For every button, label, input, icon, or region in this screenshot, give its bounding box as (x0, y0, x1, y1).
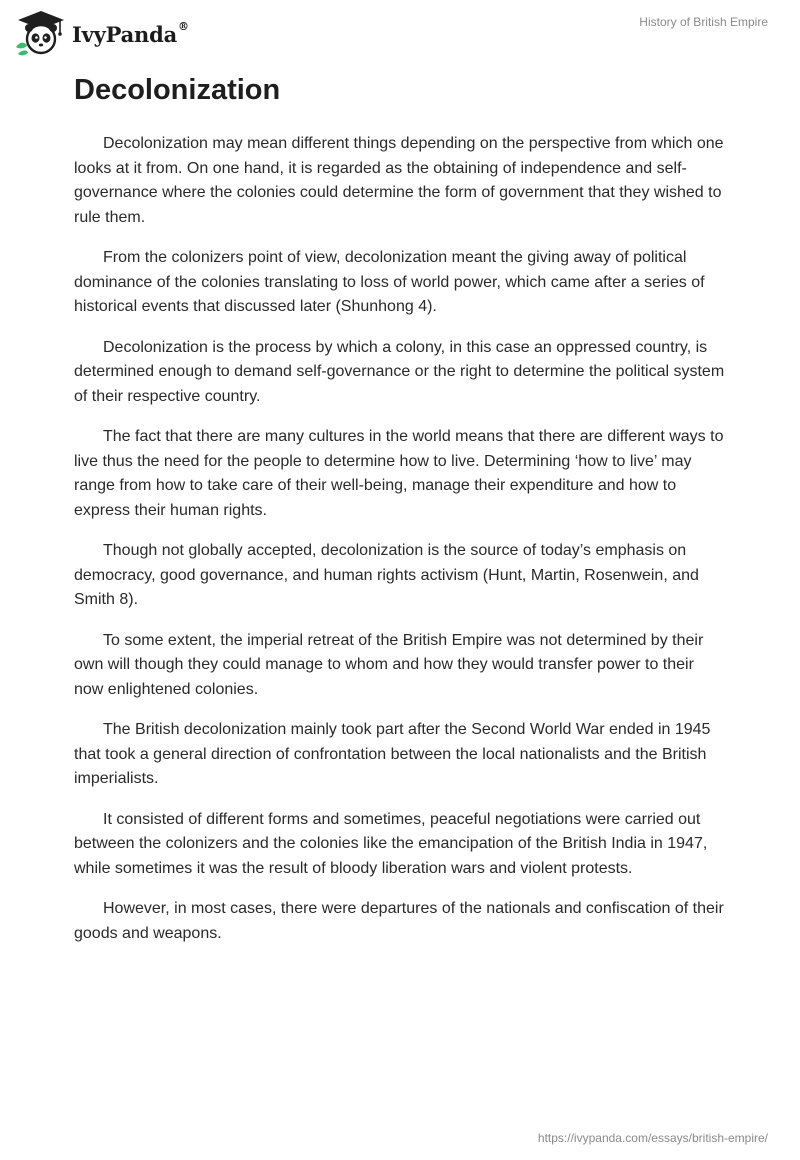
registered-mark: ® (178, 19, 189, 33)
article-body (74, 70, 726, 962)
section-heading: Decolonization (74, 74, 281, 106)
brand-name-text: IvyPanda (72, 21, 178, 47)
paragraph-4: The fact that there are many cultures in the world means that there are different ways to live thus the need for the people to determine how to live. Determining ‘how to live’ may range from how to take care of their well-being, manage their expenditure and how to express their human rights. (74, 428, 724, 519)
paragraph-2: From the colonizers point of view, decolonization meant the giving away of political dominance of the colonies translating to loss of world power, which came after a series of historical events that discussed later (Shunhong 4). (74, 249, 705, 315)
paragraph-8: It consisted of different forms and sometimes, peaceful negotiations were carried out between the colonizers and the colonies like the emancipation of the British India in 1947, while sometimes it was the result of bloody liberation wars and violent protests. (74, 810, 708, 877)
page-header (0, 0, 800, 60)
paragraph-6: To some extent, the imperial retreat of the British Empire was not determined by their own will though they could manage to whom and how they would transfer power to their now enlightened colonies. (74, 631, 704, 698)
running-title: History of British Empire (639, 15, 768, 29)
panda-graduate-icon (14, 9, 68, 57)
paragraph-3: Decolonization is the process by which a colony, in this case an oppressed country, is determined enough to demand self-governance or the right to determine the political system of their respective country. (74, 338, 725, 405)
paragraph-7: The British decolonization mainly took part after the Second World War ended in 1945 that took a general direction of confrontation between the local nationalists and the British imperialists. (74, 721, 711, 787)
ivypanda-logo[interactable] (14, 9, 189, 57)
paragraph-1: Decolonization may mean different things depending on the perspective from which one looks at it from. On one hand, it is regarded as the obtaining of independence and self-governance where the colonies could determine the form of government that they wished to rule them. (74, 135, 724, 226)
source-url[interactable]: https://ivypanda.com/essays/british-empire/ (537, 1131, 768, 1145)
brand-name (72, 19, 189, 47)
paragraph-9: However, in most cases, there were departures of the nationals and confiscation of their goods and weapons. (74, 900, 724, 942)
paragraph-5: Though not globally accepted, decolonization is the source of today’s emphasis on democracy, good governance, and human rights activism (Hunt, Martin, Rosenwein, and Smith 8). (74, 542, 699, 608)
